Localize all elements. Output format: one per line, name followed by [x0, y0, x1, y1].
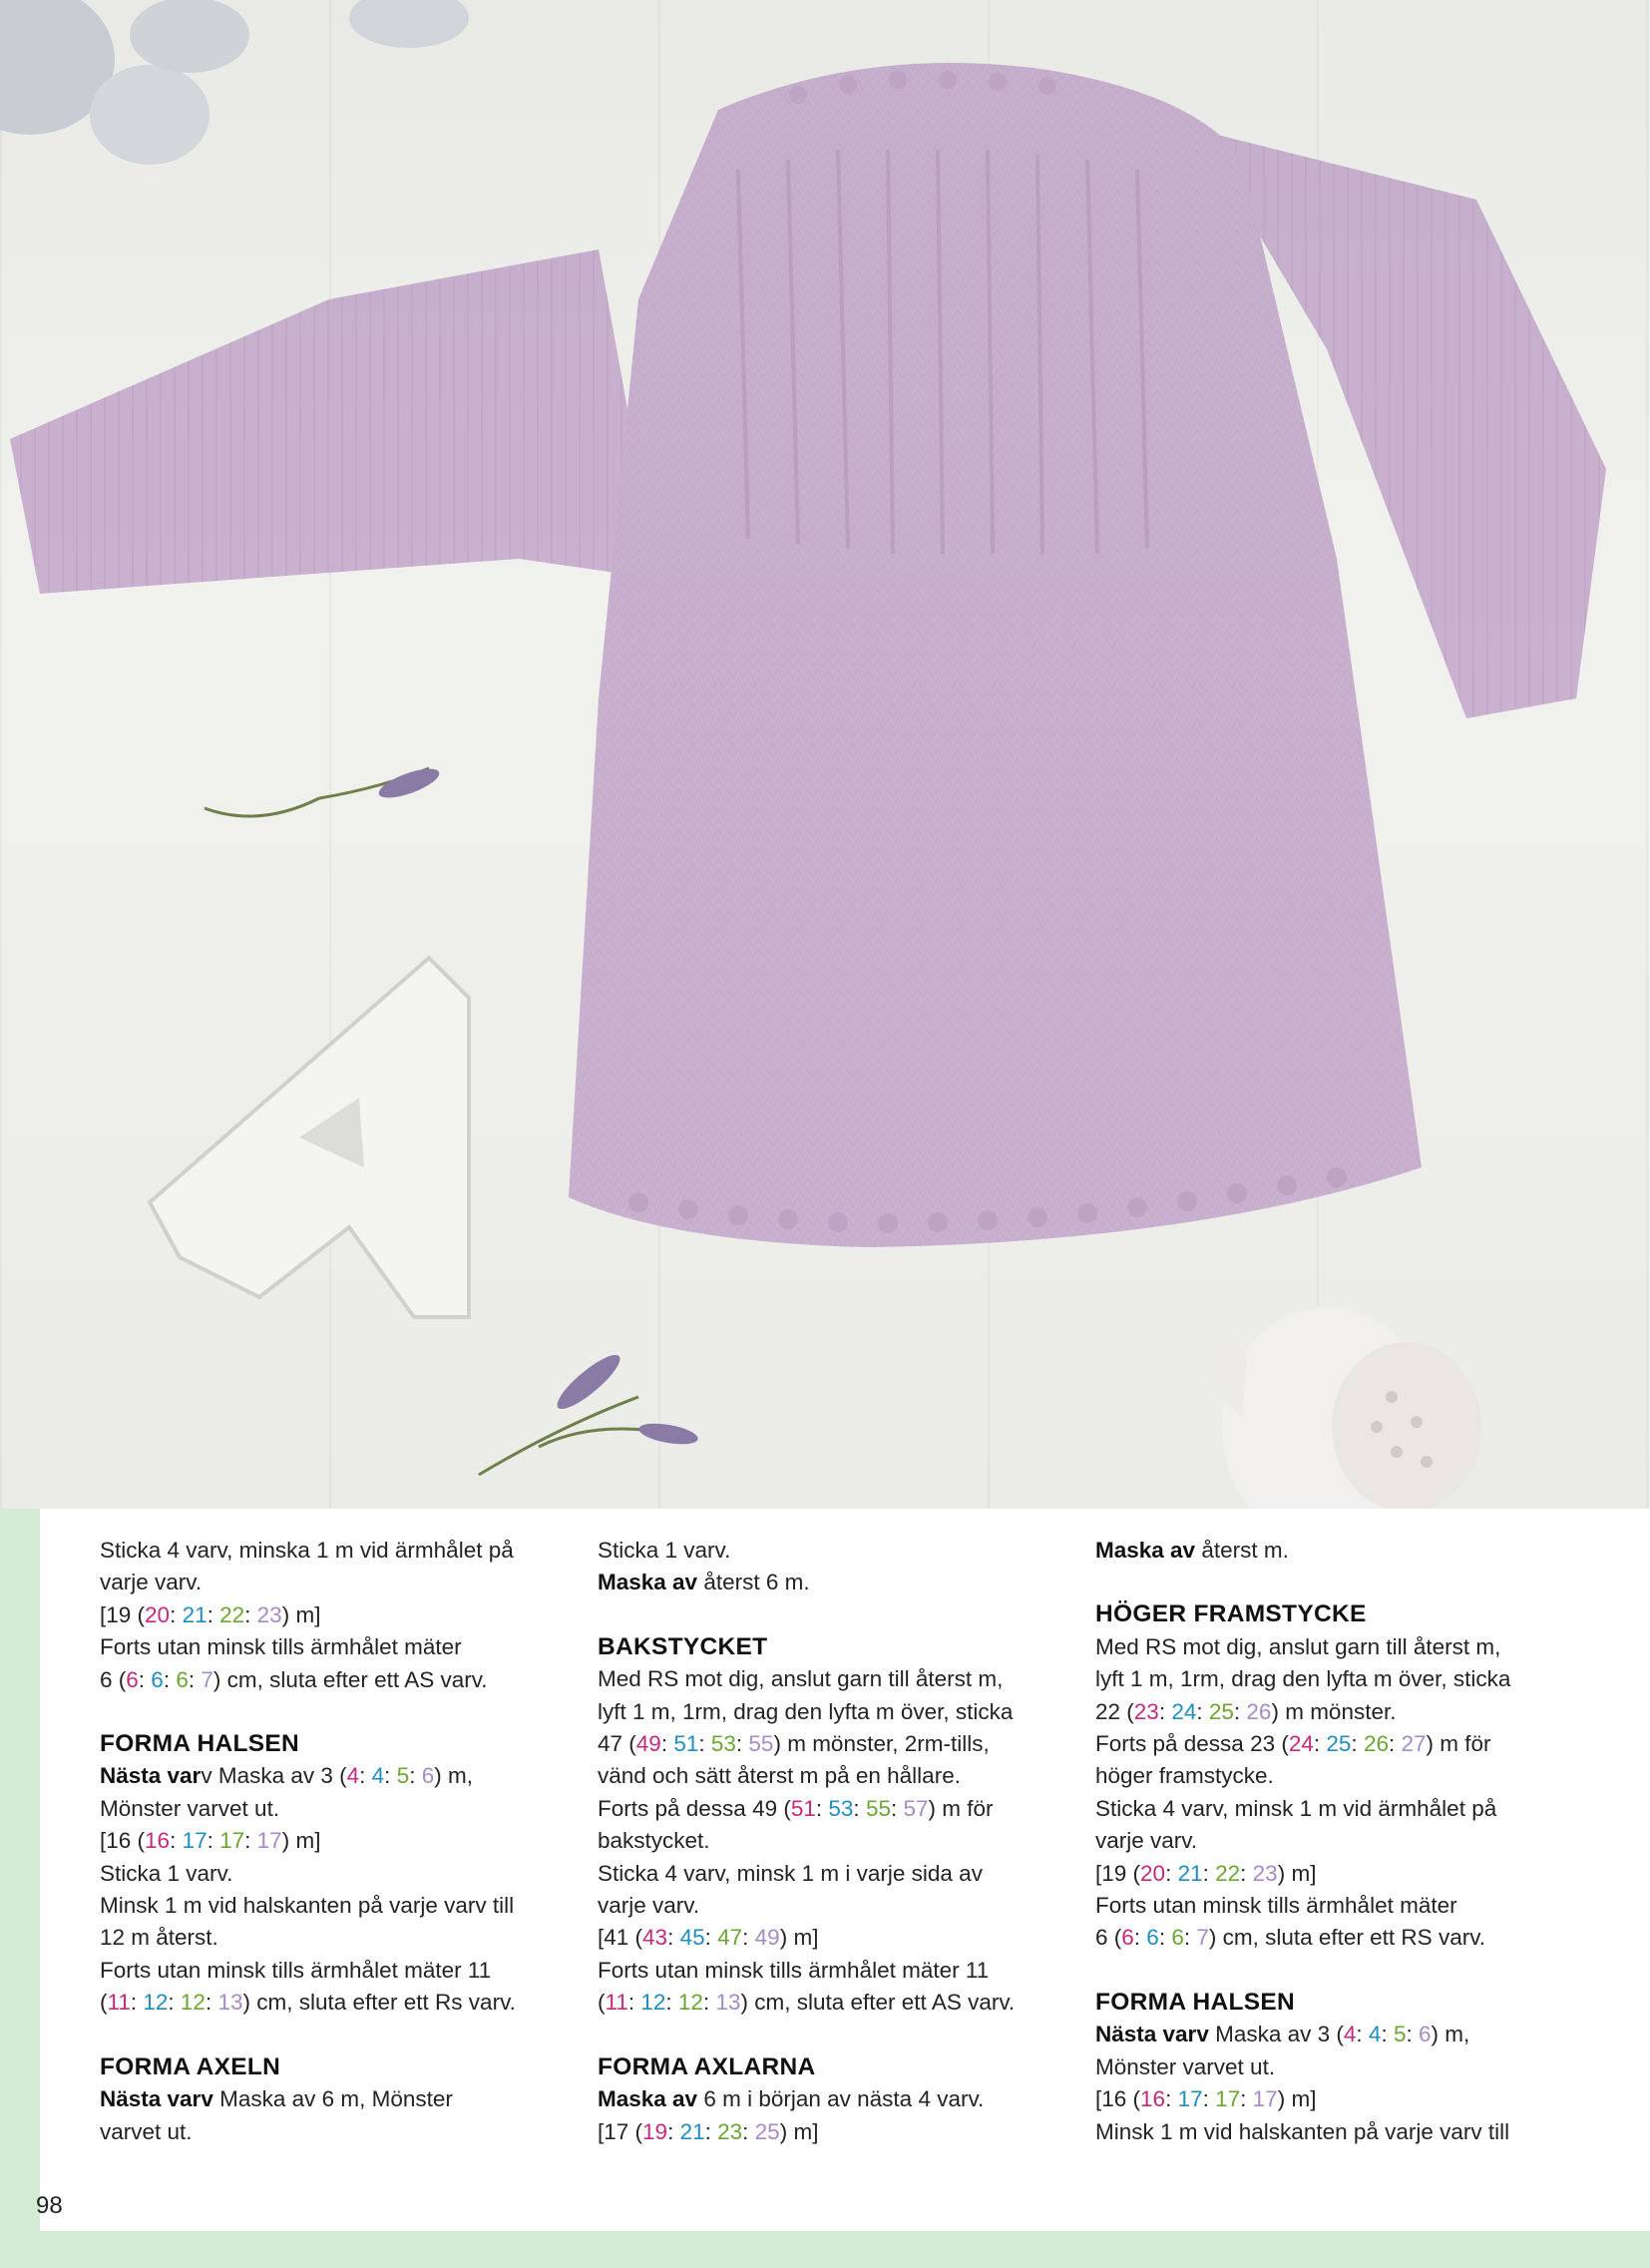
paragraph: Minsk 1 m vid halskanten på varje varv till [100, 1893, 515, 1919]
paragraph: Mönster varvet ut. [100, 1795, 280, 1821]
paragraph: Sticka 4 varv, minsk 1 m vid ärmhålet på [1095, 1795, 1497, 1821]
paragraph: Minsk 1 m vid halskanten på varje varv till [1095, 2118, 1510, 2144]
instruction-row: Nästa varv Maska av 3 (4: 4: 5: 6) m, [1095, 2022, 1470, 2047]
paragraph: Sticka 1 varv. [100, 1860, 233, 1886]
section-heading-forma-halsen: FORMA HALSEN [100, 1730, 300, 1758]
stitch-count: Forts på dessa 23 (24: 25: 26: 27) m för [1095, 1731, 1491, 1757]
paragraph: bakstycket. [598, 1828, 710, 1854]
instruction-row: Maska av återst 6 m. [598, 1570, 810, 1595]
pattern-text-area [40, 1509, 1650, 2231]
measurement: (11: 12: 12: 13) cm, sluta efter ett AS varv. [598, 1990, 1016, 2016]
stitch-count: [41 (43: 45: 47: 49) m] [598, 1925, 819, 1951]
section-heading-forma-axeln: FORMA AXELN [100, 2052, 281, 2080]
paragraph: Sticka 4 varv, minsk 1 m i varje sida av [598, 1860, 983, 1886]
paragraph: Forts utan minsk tills ärmhålet mäter 11 [100, 1957, 492, 1983]
paragraph: Med RS mot dig, anslut garn till återst m, [1095, 1633, 1501, 1659]
paragraph: Mönster varvet ut. [1095, 2053, 1276, 2079]
measurement: 6 (6: 6: 6: 7) cm, sluta efter ett RS varv. [1095, 1925, 1486, 1951]
plush-toy [0, 0, 469, 165]
letter-a-block [150, 958, 469, 1317]
paragraph: Sticka 4 varv, minska 1 m vid ärmhålet på [100, 1538, 514, 1563]
section-heading-bakstycket: BAKSTYCKET [598, 1632, 768, 1660]
stitch-count: [16 (16: 17: 17: 17) m] [100, 1828, 321, 1854]
instruction-row: Nästa varv Maska av 3 (4: 4: 5: 6) m, [100, 1763, 473, 1789]
stitch-count: [17 (19: 21: 23: 25) m] [598, 2118, 819, 2144]
stitch-count: Forts på dessa 49 (51: 53: 55: 57) m för [598, 1795, 994, 1821]
stitch-count: 47 (49: 51: 53: 55) m mönster, 2rm-tills, [598, 1731, 990, 1757]
page-number: 98 [36, 2192, 63, 2219]
paragraph: Forts utan minsk tills ärmhålet mäter [100, 1634, 462, 1660]
paragraph: vänd och sätt återst m på en hållare. [598, 1763, 961, 1789]
section-heading-forma-halsen-2: FORMA HALSEN [1095, 1988, 1296, 2016]
paragraph: Forts utan minsk tills ärmhålet mäter [1095, 1893, 1457, 1919]
text-column-1 [100, 1535, 569, 2148]
measurement: 6 (6: 6: 6: 7) cm, sluta efter ett AS varv. [100, 1666, 488, 1692]
instruction-row: Maska av återst m. [1095, 1538, 1289, 1563]
paragraph: höger framstycke. [1095, 1763, 1274, 1789]
elephant-figurine [1204, 1307, 1481, 1509]
paragraph: Sticka 1 varv. [598, 1538, 731, 1563]
instruction-row: Nästa varv Maska av 6 m, Mönster [100, 2086, 453, 2112]
paragraph: varvet ut. [100, 2118, 193, 2144]
measurement: (11: 12: 12: 13) cm, sluta efter ett Rs varv. [100, 1990, 516, 2016]
paragraph: varje varv. [100, 1570, 203, 1595]
paragraph: lyft 1 m, 1rm, drag den lyfta m över, sticka [598, 1698, 1014, 1724]
paragraph: lyft 1 m, 1rm, drag den lyfta m över, sticka [1095, 1666, 1511, 1692]
paragraph: 12 m återst. [100, 1925, 218, 1951]
paragraph: varje varv. [1095, 1828, 1198, 1854]
text-column-2 [598, 1535, 1066, 2148]
text-column-3 [1095, 1535, 1564, 2148]
stitch-count: [19 (20: 21: 22: 23) m] [100, 1601, 321, 1627]
paragraph: varje varv. [598, 1893, 700, 1919]
knitted-sweater [10, 63, 1606, 1247]
section-heading-forma-axlarna: FORMA AXLARNA [598, 2052, 816, 2080]
stitch-count: 22 (23: 24: 25: 26) m mönster. [1095, 1698, 1397, 1724]
instruction-row: Maska av 6 m i början av nästa 4 varv. [598, 2086, 985, 2112]
stitch-count: [19 (20: 21: 22: 23) m] [1095, 1860, 1317, 1886]
paragraph: Med RS mot dig, anslut garn till återst m, [598, 1666, 1004, 1692]
section-heading-hoger-framstycke: HÖGER FRAMSTYCKE [1095, 1600, 1367, 1628]
paragraph: Forts utan minsk tills ärmhålet mäter 11 [598, 1957, 990, 1983]
stitch-count: [16 (16: 17: 17: 17) m] [1095, 2086, 1317, 2112]
